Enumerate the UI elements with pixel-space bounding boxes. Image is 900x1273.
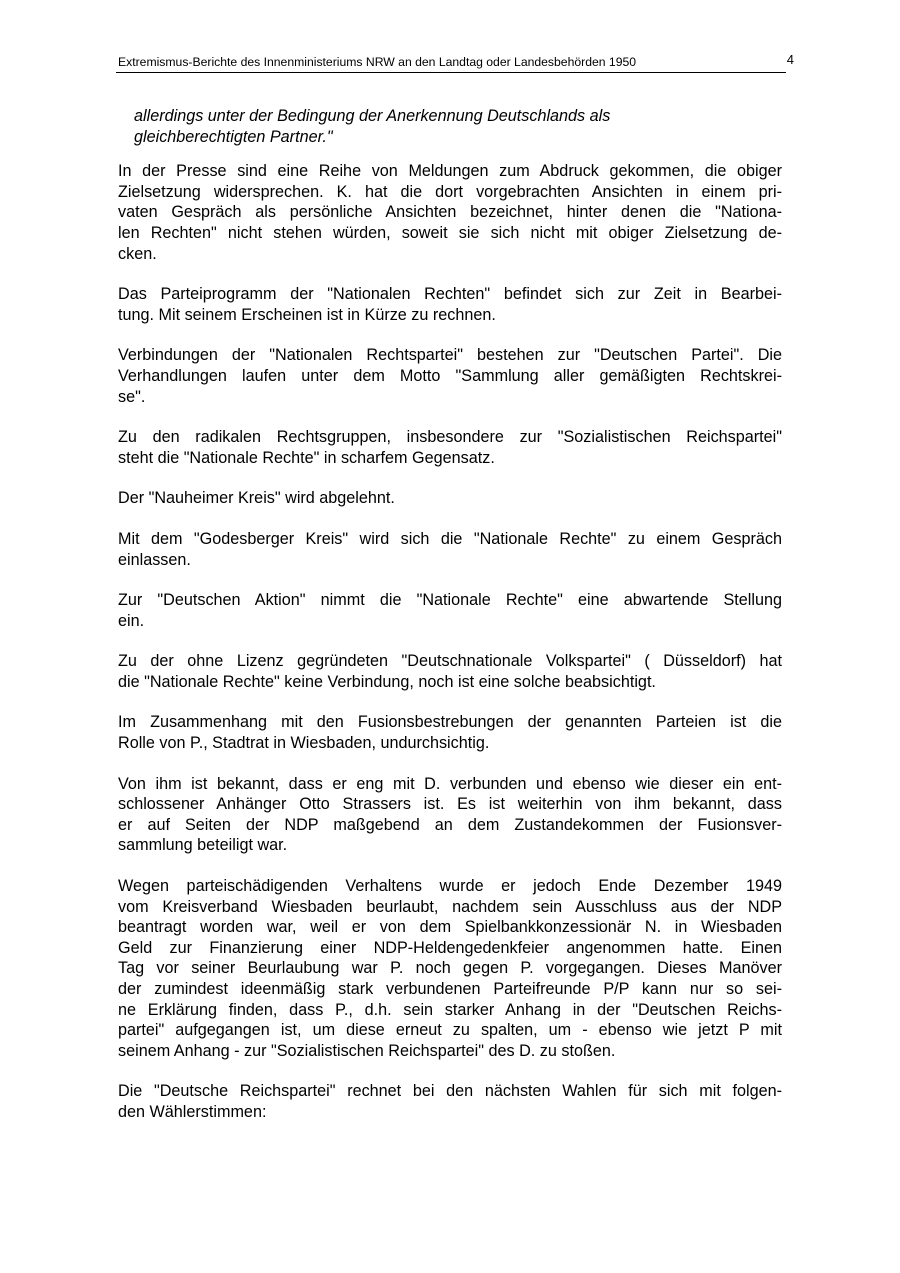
paragraph [118,651,782,692]
text-line: vaten Gespräch als persönliche Ansichten bezeichnet, hinter denen die "Nationa- [118,203,782,222]
text-line: Die "Deutsche Reichspartei" rechnet bei den nächsten Wahlen für sich mit folgen- [118,1082,782,1101]
paragraph [118,427,782,468]
text-line: partei" aufgegangen ist, um diese erneut zu spalten, um - ebenso wie jetzt P mit [118,1021,782,1040]
text-line: Tag vor seiner Beurlaubung war P. noch gegen P. vorgegangen. Dieses Manöver [118,959,782,978]
text-line: beantragt worden war, weil er von dem Spielbankkonzessionär N. in Wiesbaden [118,918,782,937]
paragraph [118,529,782,570]
text-line: Geld zur Finanzierung einer NDP-Heldengedenkfeier angenommen hatte. Einen [118,938,782,957]
text-line: steht die "Nationale Rechte" in scharfem Gegensatz. [118,448,495,467]
paragraph-list [118,161,782,1122]
text-line: tung. Mit seinem Erscheinen ist in Kürze zu rechnen. [118,305,496,324]
paragraph [118,345,782,407]
text-line: Der "Nauheimer Kreis" wird abgelehnt. [118,489,395,508]
paragraph [118,590,782,631]
text-line: seinem Anhang - zur "Sozialistischen Reichspartei" des D. zu stoßen. [118,1041,616,1060]
text-line: die "Nationale Rechte" keine Verbindung, noch ist eine solche beabsichtigt. [118,672,656,691]
document-body [118,106,782,1143]
quote-line: gleichberechtigten Partner." [134,127,333,146]
text-line: der zumindest ideenmäßig stark verbundenen Parteifreunde P/P kann nur so sei- [118,980,782,998]
text-line: In der Presse sind eine Reihe von Meldungen zum Abdruck gekommen, die obiger [118,162,782,181]
text-line: er auf Seiten der NDP maßgebend an dem Zustandekommen der Fusionsver- [118,815,782,834]
text-line: den Wählerstimmen: [118,1102,267,1121]
paragraph [118,876,782,1061]
text-line: einlassen. [118,550,191,569]
paragraph [118,712,782,753]
text-line: cken. [118,244,157,263]
text-line: ne Erklärung finden, dass P., d.h. sein starker Anhang in der "Deutschen Reichs- [118,1000,782,1019]
paragraph [118,1081,782,1122]
header-title: Extremismus-Berichte des Innenministeriums NRW an den Landtag oder Landesbehörden 1950 [118,55,637,69]
paragraph [118,284,782,325]
text-line: ein. [118,611,145,630]
text-line: Wegen parteischädigenden Verhaltens wurde er jedoch Ende Dezember 1949 [118,877,782,896]
text-line: Zielsetzung widersprechen. K. hat die dort vorgebrachten Ansichten in einem pri- [118,182,782,201]
paragraph [118,161,782,264]
text-line: sammlung beteiligt war. [118,836,288,855]
paragraph [118,774,782,856]
page-number: 4 [786,52,794,67]
quoted-passage [134,106,782,147]
text-line: Verhandlungen laufen unter dem Motto "Sammlung aller gemäßigten Rechtskrei- [118,366,782,385]
text-line: Im Zusammenhang mit den Fusionsbestrebungen der genannten Parteien ist die [118,713,782,732]
text-line: Zu der ohne Lizenz gegründeten "Deutschnationale Volkspartei" ( Düsseldorf) hat [118,652,782,671]
text-line: Verbindungen der "Nationalen Rechtspartei" bestehen zur "Deutschen Partei". Die [118,346,782,365]
text-line: se". [118,387,146,406]
text-line: Zu den radikalen Rechtsgruppen, insbesondere zur "Sozialistischen Reichspartei" [118,428,782,447]
text-line: schlossener Anhänger Otto Strassers ist. Es ist weiterhin von ihm bekannt, dass [118,795,782,814]
paragraph [118,488,782,509]
running-header [116,52,794,73]
text-line: Rolle von P., Stadtrat in Wiesbaden, undurchsichtig. [118,734,490,753]
text-line: vom Kreisverband Wiesbaden beurlaubt, nachdem sein Ausschluss aus der NDP [118,897,782,916]
text-line: Das Parteiprogramm der "Nationalen Rechten" befindet sich zur Zeit in Bearbei- [118,285,782,304]
text-line: Mit dem "Godesberger Kreis" wird sich die "Nationale Rechte" zu einem Gespräch [118,529,782,548]
text-line: Von ihm ist bekannt, dass er eng mit D. verbunden und ebenso wie dieser ein ent- [118,774,782,793]
quote-line: allerdings unter der Bedingung der Anerkennung Deutschlands als [134,107,611,125]
text-line: len Rechten" nicht stehen würden, soweit sie sich nicht mit obiger Zielsetzung de- [118,223,782,242]
text-line: Zur "Deutschen Aktion" nimmt die "Nationale Rechte" eine abwartende Stellung [118,591,782,610]
